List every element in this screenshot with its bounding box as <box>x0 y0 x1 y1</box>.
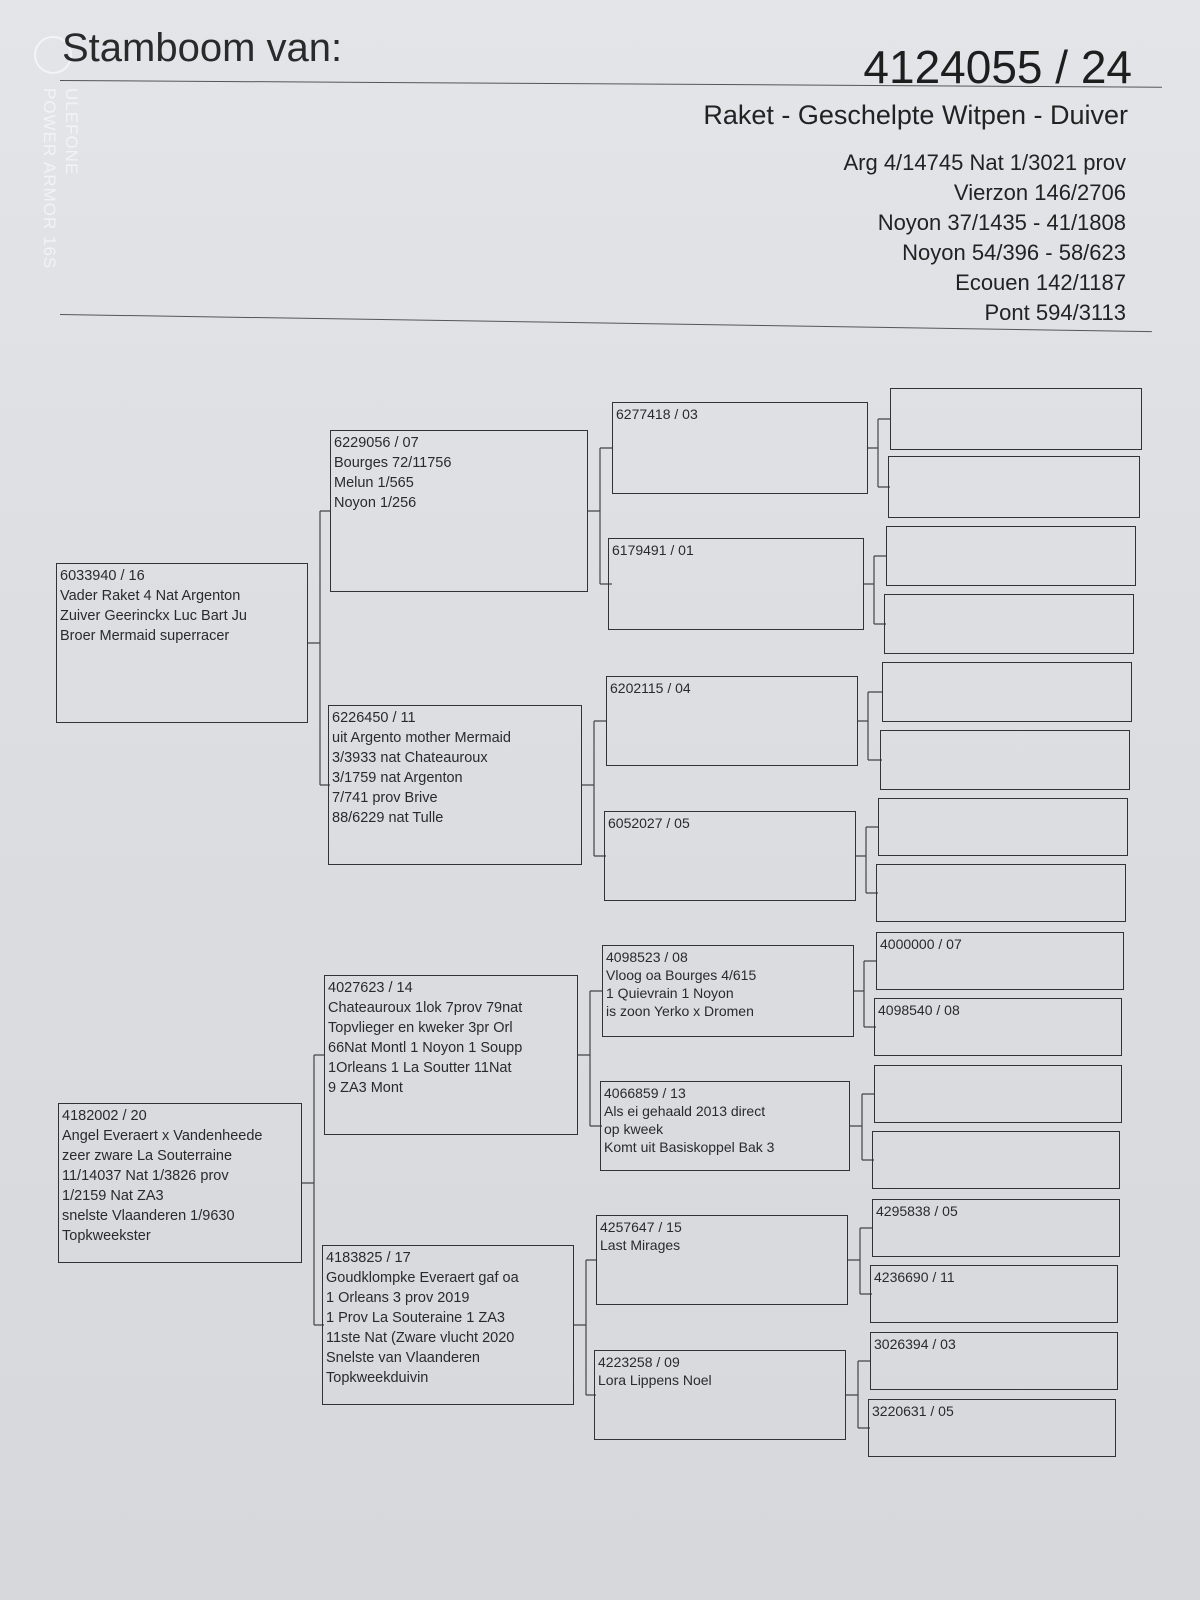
father-ring: 6033940 / 16 <box>60 568 145 584</box>
grandparent-note: uit Argento mother Mermaid <box>332 730 511 746</box>
father-note: Zuiver Geerinckx Luc Bart Ju <box>60 608 247 624</box>
grandparent-note: Goudklompke Everaert gaf oa <box>326 1270 519 1286</box>
page-title: Stamboom van: <box>62 26 343 70</box>
father-box <box>56 563 308 723</box>
gen4-box <box>882 662 1132 722</box>
grandparent-note: Melun 1/565 <box>334 475 414 491</box>
gen4-box <box>876 932 1124 990</box>
great-grandparent-note: is zoon Yerko x Dromen <box>606 1003 754 1019</box>
connector-line <box>302 1055 324 1325</box>
great-grandparent-box <box>604 811 856 901</box>
grandparent-note: 3/1759 nat Argenton <box>332 770 463 786</box>
watermark-line-1: ULEFONE <box>62 88 81 176</box>
great-grandparent-note: Komt uit Basiskoppel Bak 3 <box>604 1139 775 1155</box>
gen4-ring: 4295838 / 05 <box>876 1203 958 1219</box>
connector-line <box>858 692 882 760</box>
great-grandparent-ring: 6052027 / 05 <box>608 815 690 831</box>
grandparent-note: 7/741 prov Brive <box>332 790 438 806</box>
grandparent-note: Snelste van Vlaanderen <box>326 1350 480 1366</box>
father-note: Vader Raket 4 Nat Argenton <box>60 588 241 604</box>
gen4-ring: 3220631 / 05 <box>872 1403 954 1419</box>
watermark-line-2: POWER ARMOR 16S <box>40 88 59 270</box>
ring-number: 4124055 / 24 <box>863 41 1132 93</box>
father-note: Broer Mermaid superracer <box>60 628 230 644</box>
great-grandparent-box <box>600 1081 850 1171</box>
mother-note: snelste Vlaanderen 1/9630 <box>62 1208 235 1224</box>
gen4-ring: 3026394 / 03 <box>874 1336 956 1352</box>
great-grandparent-ring: 4066859 / 13 <box>604 1085 686 1101</box>
gen4-box <box>886 526 1136 586</box>
gen4-box <box>890 388 1142 450</box>
great-grandparent-ring: 6179491 / 01 <box>612 542 694 558</box>
mother-note: 1/2159 Nat ZA3 <box>62 1188 164 1204</box>
grandparent-note: Topvlieger en kweker 3pr Orl <box>328 1020 513 1036</box>
connector-line <box>848 1228 872 1294</box>
great-grandparent-box <box>596 1215 848 1305</box>
gen4-box <box>870 1332 1118 1390</box>
great-grandparent-ring: 6202115 / 04 <box>610 680 691 696</box>
grandparent-note: 1Orleans 1 La Soutter 11Nat <box>328 1060 512 1076</box>
great-grandparent-ring: 4257647 / 15 <box>600 1219 682 1235</box>
grandparent-note: 3/3933 nat Chateauroux <box>332 750 488 766</box>
gen4-ring: 4000000 / 07 <box>880 936 962 952</box>
grandparent-note: 9 ZA3 Mont <box>328 1080 403 1096</box>
result-line: Arg 4/14745 Nat 1/3021 prov <box>843 150 1126 175</box>
mother-note: 11/14037 Nat 1/3826 prov <box>62 1168 229 1184</box>
great-grandparent-box <box>602 945 854 1037</box>
gen4-box <box>874 1065 1122 1123</box>
great-grandparent-note: Vloog oa Bourges 4/615 <box>606 967 757 983</box>
connector-line <box>856 827 878 893</box>
gen4-ring: 4236690 / 11 <box>874 1269 955 1285</box>
grandparent-ring: 4027623 / 14 <box>328 980 413 996</box>
grandparent-box <box>322 1245 574 1405</box>
great-grandparent-ring: 6277418 / 03 <box>616 406 698 422</box>
great-grandparent-ring: 4223258 / 09 <box>598 1354 680 1370</box>
grandparent-note: 1 Orleans 3 prov 2019 <box>326 1290 470 1306</box>
gen4-box <box>878 798 1128 856</box>
great-grandparent-box <box>608 538 864 630</box>
gen4-ring: 4098540 / 08 <box>878 1002 960 1018</box>
great-grandparent-note: 1 Quievrain 1 Noyon <box>606 985 734 1001</box>
great-grandparent-note: Last Mirages <box>600 1237 681 1253</box>
gen4-box <box>876 864 1126 922</box>
grandparent-ring: 4183825 / 17 <box>326 1250 411 1266</box>
mother-note: zeer zware La Souterraine <box>62 1148 233 1164</box>
grandparent-note: Chateauroux 1lok 7prov 79nat <box>328 1000 523 1016</box>
great-grandparent-note: Lora Lippens Noel <box>598 1372 712 1388</box>
grandparent-note: Topkweekduivin <box>326 1370 429 1386</box>
result-line: Ecouen 142/1187 <box>955 270 1126 295</box>
connector-line <box>850 1094 874 1160</box>
result-line: Vierzon 146/2706 <box>953 180 1126 205</box>
connector-line <box>308 511 330 785</box>
grandparent-box <box>324 975 578 1135</box>
grandparent-note: 11ste Nat (Zware vlucht 2020 <box>326 1330 515 1346</box>
bird-name: Raket - Geschelpte Witpen - Duiver <box>703 100 1128 130</box>
grandparent-ring: 6229056 / 07 <box>334 435 419 451</box>
grandparent-box <box>328 705 582 865</box>
result-line: Pont 594/3113 <box>984 300 1126 325</box>
gen4-box <box>870 1265 1118 1323</box>
mother-box <box>58 1103 302 1263</box>
great-grandparent-box <box>606 676 858 766</box>
grandparent-box <box>330 430 588 592</box>
grandparent-ring: 6226450 / 11 <box>332 710 416 726</box>
gen4-box <box>888 456 1140 518</box>
gen4-box <box>868 1399 1116 1457</box>
connector-line <box>846 1361 870 1428</box>
connector-line <box>578 991 602 1126</box>
grandparent-note: Bourges 72/11756 <box>334 455 452 471</box>
gen4-box <box>872 1131 1120 1189</box>
great-grandparent-box <box>612 402 868 494</box>
gen4-box <box>884 594 1134 654</box>
mother-note: Angel Everaert x Vandenheede <box>62 1128 263 1144</box>
result-line: Noyon 54/396 - 58/623 <box>902 240 1126 265</box>
gen4-box <box>872 1199 1120 1257</box>
mother-ring: 4182002 / 20 <box>62 1108 147 1124</box>
grandparent-note: 1 Prov La Souteraine 1 ZA3 <box>326 1310 505 1326</box>
mother-note: Topkweekster <box>62 1228 151 1244</box>
great-grandparent-ring: 4098523 / 08 <box>606 949 688 965</box>
result-line: Noyon 37/1435 - 41/1808 <box>877 210 1126 235</box>
connector-line <box>864 556 886 624</box>
grandparent-note: Noyon 1/256 <box>334 495 417 511</box>
gen4-box <box>874 998 1122 1056</box>
connector-line <box>582 721 606 856</box>
gen4-box <box>880 730 1130 790</box>
great-grandparent-box <box>594 1350 846 1440</box>
connector-line <box>868 419 890 487</box>
connector-line <box>574 1260 596 1395</box>
great-grandparent-note: Als ei gehaald 2013 direct <box>604 1103 766 1119</box>
great-grandparent-note: op kweek <box>604 1121 664 1137</box>
grandparent-note: 66Nat Montl 1 Noyon 1 Soupp <box>328 1040 523 1056</box>
grandparent-note: 88/6229 nat Tulle <box>332 810 444 826</box>
connector-line <box>854 961 876 1027</box>
